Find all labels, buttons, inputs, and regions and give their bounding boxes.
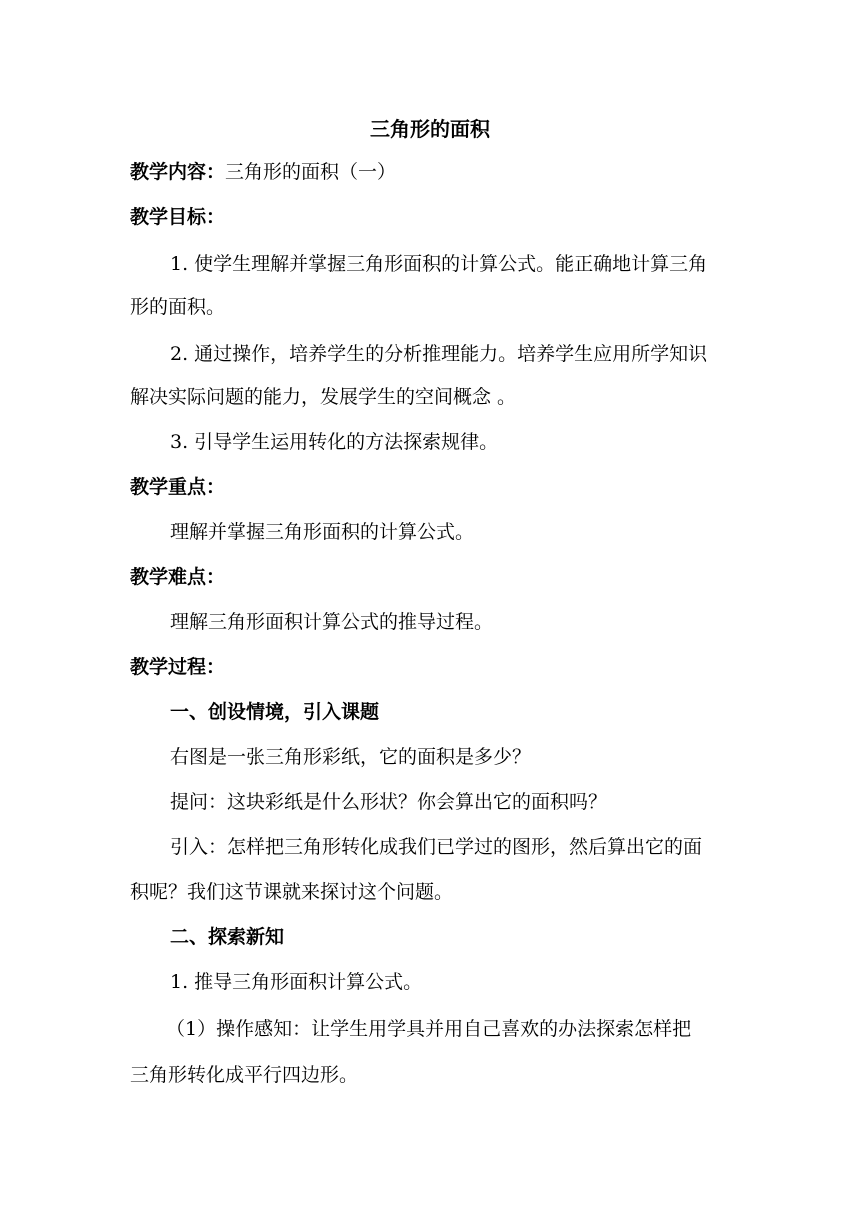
objective-3: 3. 引导学生运用转化的方法探索规律。 [170,431,499,453]
objectives-heading: 教学目标： [130,206,226,228]
difficulty-heading: 教学难点： [130,566,226,588]
teaching-content-line [130,157,740,187]
document-title: 三角形的面积 [370,117,490,141]
difficulty-text: 理解三角形面积计算公式的推导过程。 [170,611,494,633]
section-1-paragraph-2: 提问：这块彩纸是什么形状？你会算出它的面积吗？ [170,791,608,813]
key-point-heading: 教学重点： [130,476,226,498]
objective-2-line-1: 2. 通过操作，培养学生的分析推理能力。培养学生应用所学知识 [170,343,708,365]
section-1-paragraph-1: 右图是一张三角形彩纸，它的面积是多少？ [170,746,532,768]
teaching-content-label: 教学内容： [130,161,226,183]
section-2-item-1: 1. 推导三角形面积计算公式。 [170,971,423,993]
section-1-heading: 一、创设情境，引入课题 [170,701,380,723]
section-1-paragraph-3-line-2: 积呢？我们这节课就来探讨这个问题。 [130,881,454,903]
section-2-item-1-sub-line-1: （1）操作感知：让学生用学具并用自己喜欢的办法探索怎样把 [166,1018,692,1040]
section-2-item-1-sub-line-2: 三角形转化成平行四边形。 [130,1064,359,1086]
objective-2-line-2: 解决实际问题的能力，发展学生的空间概念 。 [130,386,517,408]
key-point-text: 理解并掌握三角形面积的计算公式。 [170,521,475,543]
objective-1-line-1: 1. 使学生理解并掌握三角形面积的计算公式。能正确地计算三角 [170,253,708,275]
section-2-heading: 二、探索新知 [170,926,285,948]
section-1-paragraph-3-line-1: 引入：怎样把三角形转化成我们已学过的图形，然后算出它的面 [170,836,703,858]
teaching-content-value: 三角形的面积（一） [225,161,397,183]
objective-1-line-2: 形的面积。 [130,296,226,318]
process-heading: 教学过程： [130,656,226,678]
